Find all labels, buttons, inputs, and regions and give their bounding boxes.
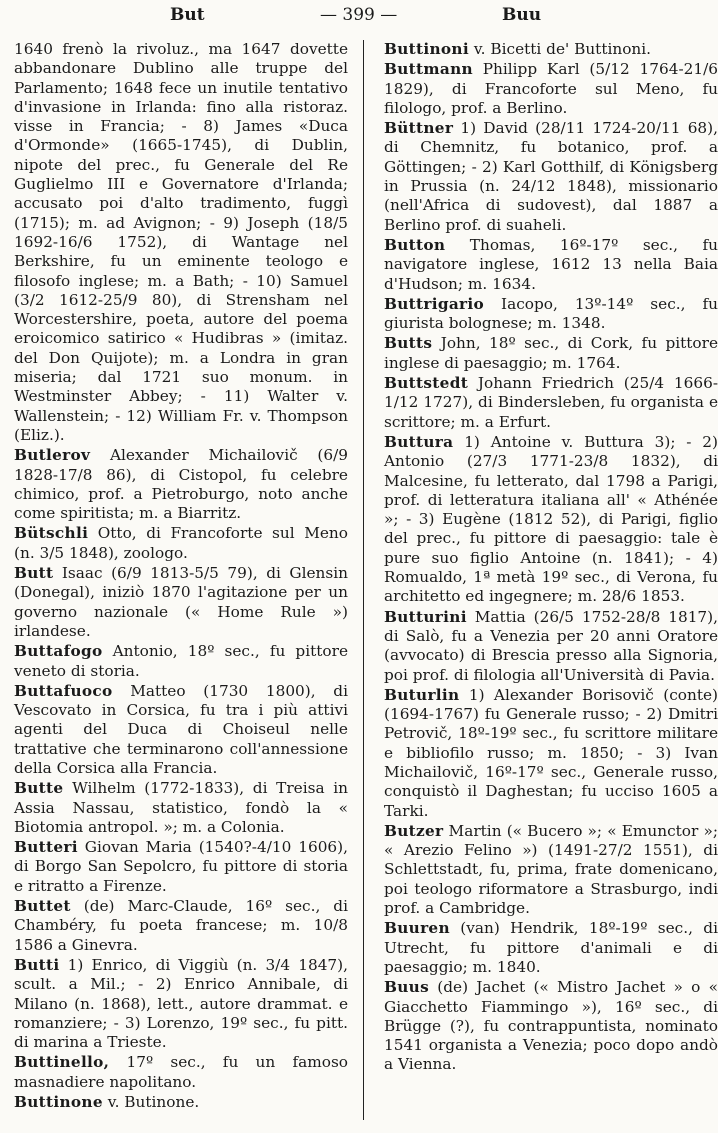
entry xyxy=(384,374,718,432)
entry-text: Thomas, 16º-17º sec., fu navigatore inglese, 1612 13 nella Baia d'Hudson; m. 1634. xyxy=(384,235,718,293)
entry-headword: Butteri xyxy=(14,838,78,857)
entry-headword: Button xyxy=(384,235,446,254)
entry xyxy=(384,686,718,821)
entry-headword: Buttafogo xyxy=(14,642,103,661)
entry-text: (van) Hendrik, 18º-19º sec., di Utrecht, fu pittore d'animali e di paesaggio; m. 1840. xyxy=(384,919,718,976)
page-number: — 399 — xyxy=(320,5,398,25)
entry-headword: Butti xyxy=(14,955,60,974)
entry-headword: Buttinoni xyxy=(384,40,469,58)
entry-text: Otto, di Francoforte sul Meno (n. 3/5 1848), zoologo. xyxy=(14,524,348,562)
header-right-catchword: Buu xyxy=(502,5,542,25)
entry xyxy=(14,897,348,955)
entry-text: v. Bicetti de' Buttinoni. xyxy=(468,40,652,58)
entry xyxy=(384,919,718,977)
entry-headword: Butt xyxy=(14,564,54,583)
entry-text: Iacopo, 13º-14º sec., fu giurista bolognese; m. 1348. xyxy=(384,294,718,333)
entry-headword: Buuren xyxy=(384,919,450,938)
entry xyxy=(384,608,718,685)
entry-headword: Butturini xyxy=(384,607,467,626)
entry xyxy=(384,119,718,235)
entry-headword: Buttinello, xyxy=(14,1053,110,1072)
page-header xyxy=(0,0,718,30)
entry-text: Johann Friedrich (25/4 1666-1/12 1727), di Bindersleben, fu organista e scrittore; m. a Erfurt. xyxy=(384,374,718,431)
entry-headword: Buttmann xyxy=(384,60,473,79)
entry xyxy=(14,524,348,563)
entry-text: Isaac (6/9 1813-5/5 79), di Glensin (Donegal), iniziò 1870 l'agitazione per un governo nazionale (« Home Rule ») irlandese. xyxy=(14,564,348,640)
entry-text: Martin (« Bucero »; « Emunctor »; « Arezio Felino ») (1491-27/2 1551), di Schlettstadt, fu, prima, frate domenicano, poi teologo riformatore a Strasburgo, indi prof. a Cambridge. xyxy=(384,821,718,918)
entry-headword: Bütschli xyxy=(14,524,89,543)
entry-text: Matteo (1730 1800), di Vescovato in Corsica, fu tra i più attivi agenti del Duca di Choiseul nelle trattative che terminarono coll'annessione della Corsica alla Francia. xyxy=(14,681,348,777)
entry-headword: Butts xyxy=(384,334,433,353)
entry-headword: Buus xyxy=(384,978,429,997)
entry xyxy=(14,682,348,778)
entry xyxy=(14,956,348,1052)
entry xyxy=(14,1053,348,1092)
entry-text: 17º sec., fu un famoso masnadiere napolitano. xyxy=(14,1053,348,1091)
entry xyxy=(384,295,718,334)
entry-headword: Butte xyxy=(14,779,64,798)
entry xyxy=(14,779,348,837)
entry-text: John, 18º sec., di Cork, fu pittore inglese di paesaggio; m. 1764. xyxy=(384,334,718,372)
entry xyxy=(384,433,718,607)
entry-text: 1) Enrico, di Viggiù (n. 3/4 1847), scult. a Mil.; - 2) Enrico Annibale, di Milano (n. 1868), lett., autore drammat. e romanziere; - 3) Lorenzo, 19º sec., fu pitt. di marina a Trieste. xyxy=(14,955,348,1052)
entry xyxy=(384,978,718,1074)
entry-headword: Butzer xyxy=(384,821,444,840)
entry-headword: Buttura xyxy=(384,432,454,451)
entry-headword: Buturlin xyxy=(384,685,460,704)
entry-text: 1) David (28/11 1724-20/11 68), di Chemnitz, fu botanico, prof. a Göttingen; - 2) Karl Gotthilf, di Königsberg in Prussia (n. 24/12 1848), missionario (nell'Africa di sudovest), dal 1887 a Berlino prof. di suaheli. xyxy=(384,119,718,234)
entry-headword: Buttstedt xyxy=(384,374,469,393)
entry xyxy=(384,334,718,373)
entry-text: Antonio, 18º sec., fu pittore veneto di storia. xyxy=(14,642,348,680)
entry-text: Philipp Karl (5/12 1764-21/6 1829), di Francoforte sul Meno, fu filologo, prof. a Berlino. xyxy=(384,60,718,117)
header-left-catchword: But xyxy=(170,5,205,25)
entry xyxy=(14,838,348,896)
entry-text: (de) Marc-Claude, 16º sec., di Chambéry, fu poeta francese; m. 10/8 1586 a Ginevra. xyxy=(14,897,348,954)
entry-headword: Butlerov xyxy=(14,446,91,465)
entry xyxy=(384,60,718,118)
entry xyxy=(14,564,348,641)
entry-headword: Buttafuoco xyxy=(14,681,113,700)
entry xyxy=(384,40,718,59)
entry xyxy=(384,236,718,294)
entry-text: v. Butinone. xyxy=(102,1093,200,1112)
left-column xyxy=(14,40,348,1113)
entry-text: 1) Antoine v. Buttura 3); - 2) Antonio (27/3 1771-23/8 1832), di Malcesine, fu letterato, dal 1798 a Parigi, prof. di letteratura italiana all' « Athénée »; - 3) Eugène (1812 52), di Parigi, figlio del prec., fu pittore di paesaggio: tale è pure suo figlio Antoine (n. 1841); - 4) Romualdo, 1ª metà 19º sec., di Verona, fu architetto ed ingegnere; m. 28/6 1853. xyxy=(384,432,718,606)
entry xyxy=(384,822,718,918)
entry-text: Alexander Michailovič (6/9 1828-17/8 86), di Cistopol, fu celebre chimico, prof. a Pietroburgo, noto anche come spiritista; m. a Biarritz. xyxy=(14,446,348,523)
entry-text: Giovan Maria (1540?-4/10 1606), di Borgo San Sepolcro, fu pittore di storia e ritratto a Firenze. xyxy=(14,838,348,895)
entry-headword: Buttet xyxy=(14,897,71,916)
entry-headword: Buttrigario xyxy=(384,294,485,313)
entry-text: 1640 frenò la rivoluz., ma 1647 dovette abbandonare Dublino alle truppe del Parlamento; 1648 fece un inutile tentativo d'invasione in Irlanda: fino alla ristoraz. visse in Francia; - 8) James «Duca d'Ormonde» (1665-1745), di Dublin, nipote del prec., fu Generale del Re Guglielmo III e Governatore d'Irlanda; accusato poi d'alto tradimento, fuggì (1715); m. ad Avignon; - 9) Joseph (18/5 1692-16/6 1752), di Wantage nel Berkshire, fu un eminente teologo e filosofo inglese; m. a Bath; - 10) Samuel (3/2 1612-25/9 80), di Strensham nel Worcestershire, poeta, autore del poema eroicomico satirico « Hudibras » (imitaz. del Don Quijote); m. a Londra in gran miseria; dal 1721 suo monum. in Westminster Abbey; - 11) Walter v. Wallenstein; - 12) William Fr. v. Thompson (Eliz.). xyxy=(14,40,348,444)
entry xyxy=(14,40,348,445)
entry xyxy=(14,1093,348,1112)
entry xyxy=(14,446,348,523)
right-column xyxy=(384,40,718,1076)
entry-headword: Buttinone xyxy=(14,1093,103,1112)
entry xyxy=(14,642,348,681)
entry-text: 1) Alexander Borisovič (conte) (1694-1767) fu Generale russo; - 2) Dmitri Petrovič, 18º-19º sec., fu scrittore militare e bibliofilo russo; m. 1850; - 3) Ivan Michailovič, 16º-17º sec., Generale russo, conquistò il Daghestan; fu ucciso 1605 a Tarki. xyxy=(384,685,718,820)
entry-text: (de) Jachet (« Mistro Jachet » o « Giacchetto Fiammingo »), 16º sec., di Brügge (?), fu contrappuntista, nominato 1541 organista a Venezia; poco dopo andò a Vienna. xyxy=(384,978,718,1074)
entry-text: Wilhelm (1772-1833), di Treisa in Assia Nassau, statistico, fondò la « Biotomia antropol. »; m. a Colonia. xyxy=(14,779,348,836)
column-divider xyxy=(363,40,364,1120)
entry-text: Mattia (26/5 1752-28/8 1817), di Salò, fu a Venezia per 20 anni Oratore (avvocato) di Brescia presso alla Signoria, poi prof. di filologia all'Università di Pavia. xyxy=(384,607,718,684)
entry-headword: Büttner xyxy=(384,119,454,138)
